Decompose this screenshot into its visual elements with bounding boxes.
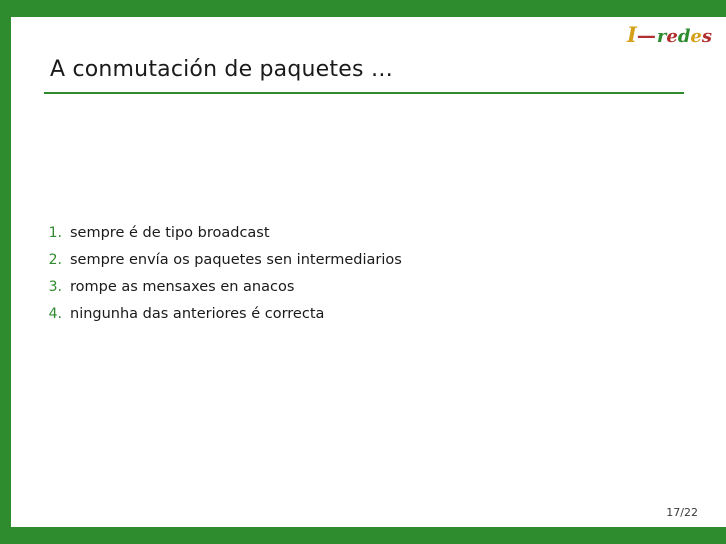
logo-letter-e: e bbox=[666, 26, 678, 47]
list-item-label: ningunha das anteriores é correcta bbox=[70, 306, 325, 322]
page-title: A conmutación de paquetes … bbox=[50, 57, 394, 82]
list-item-label: sempre é de tipo broadcast bbox=[70, 225, 270, 241]
title-underline bbox=[44, 92, 684, 94]
logo-letter-d: d bbox=[677, 26, 691, 47]
logo-letter-e2: e bbox=[690, 26, 702, 47]
list-item bbox=[36, 306, 696, 322]
list-item-number: 2. bbox=[48, 252, 62, 268]
top-decoration-bar bbox=[0, 0, 726, 17]
list-item-number: 4. bbox=[48, 306, 62, 322]
page-number: 17/22 bbox=[666, 506, 698, 519]
left-decoration-bar bbox=[0, 0, 11, 544]
logo-dash: — bbox=[636, 25, 656, 47]
list-item-number: 3. bbox=[48, 279, 62, 295]
logo-letter-i: I bbox=[627, 22, 636, 47]
list-item-label: sempre envía os paquetes sen intermediarios bbox=[70, 252, 402, 268]
logo-letter-r: r bbox=[656, 26, 667, 47]
list-item bbox=[36, 252, 696, 268]
list-item-number: 1. bbox=[48, 225, 62, 241]
list-item bbox=[36, 225, 696, 241]
logo-letter-s: s bbox=[701, 26, 712, 47]
list-item bbox=[36, 279, 696, 295]
list-item-label: rompe as mensaxes en anacos bbox=[70, 279, 295, 295]
bottom-decoration-bar bbox=[0, 527, 726, 544]
iredes-logo bbox=[627, 24, 712, 50]
answer-list bbox=[36, 225, 696, 333]
